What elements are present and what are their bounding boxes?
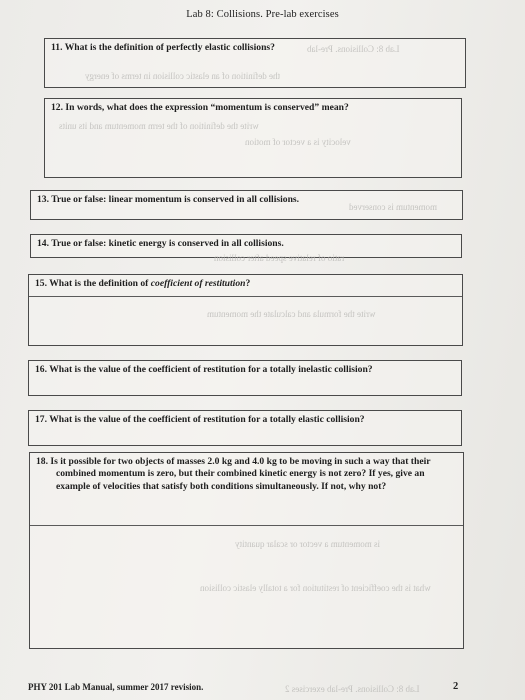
bleed-through-text: ratio of relative speed after collision: [214, 253, 345, 263]
bleed-through-text: write the formula and calculate the momentum: [207, 309, 376, 319]
question-12-text: 12. In words, what does the expression “momentum is conserved” mean?: [51, 102, 349, 113]
page-title: Lab 8: Collisions. Pre-lab exercises: [186, 9, 339, 20]
question-11-box: [44, 38, 466, 88]
question-15-text: [35, 278, 454, 290]
bleed-through-text: the definition of an elastic collision in terms of energy: [85, 71, 281, 81]
question-18-text: 18. Is it possible for two objects of masses 2.0 kg and 4.0 kg to be moving in such a way that their combined momentum is zero, but their combined kinetic energy is not zero? If yes, give an example of velocities that satisfy both conditions simultaneously. If not, why not?: [36, 456, 431, 492]
bleed-through-text: write the definition of the term momentum and its units: [59, 121, 259, 131]
page-number: 2: [453, 681, 459, 692]
question-13-text: 13. True or false: linear momentum is conserved in all collisions.: [37, 194, 300, 205]
question-12-box: [44, 98, 462, 178]
question-18-box: [29, 452, 464, 649]
question-16-text: 16. What is the value of the coefficient of restitution for a totally inelastic collision?: [35, 364, 373, 375]
bleed-through-text: velocity is a vector of motion: [245, 137, 351, 147]
question-17-text: 17. What is the value of the coefficient of restitution for a totally elastic collision?: [35, 414, 365, 425]
question-11-text: 11. What is the definition of perfectly elastic collisions?: [51, 42, 275, 53]
question-16-box: [28, 360, 462, 396]
question-13-box: [30, 190, 463, 220]
question-15-lead: 15. What is the definition of: [35, 278, 151, 289]
question-15-box: [28, 253, 463, 346]
question-15-divider: [29, 296, 462, 297]
bleed-through-text: Lab 8: Collisions. Pre-lab: [307, 44, 400, 54]
question-15-emphasis: coefficient of restitution: [150, 278, 246, 289]
question-17-box: [28, 410, 462, 446]
question-18-divider: [30, 525, 463, 526]
bleed-through-text: what is the coefficient of restitution for a totally elastic collision: [200, 583, 431, 593]
bleed-through-text: is momentum a vector or scalar quantity: [235, 539, 380, 549]
bleed-through-text: momentum is conserved: [349, 202, 437, 212]
bleed-through-text: Lab 8: Collisions. Pre-lab exercises 2: [285, 684, 420, 694]
question-14-text: 14. True or false: kinetic energy is conserved in all collisions.: [37, 238, 284, 249]
footer-text: PHY 201 Lab Manual, summer 2017 revision.: [28, 682, 204, 692]
question-15-tail: ?: [245, 278, 251, 289]
